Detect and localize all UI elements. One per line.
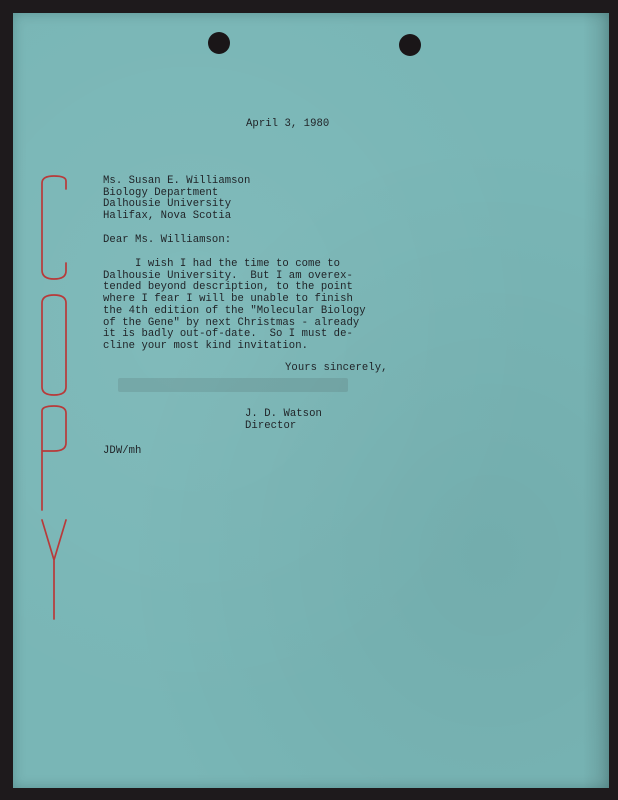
stamp-letter-y [42,520,66,619]
recipient-department: Biology Department [103,186,219,199]
punch-hole-left [208,32,230,54]
punch-hole-right [399,34,421,56]
typist-initials: JDW/mh [103,445,142,457]
copy-stamp [38,175,70,620]
stamp-letter-p [42,406,66,510]
paper-edge-shadow [583,13,609,788]
body-line: where I fear I will be unable to finish [103,293,353,306]
recipient-address [103,176,250,223]
body-line: it is badly out-of-date. So I must de- [103,328,353,341]
signer-name: J. D. Watson [245,408,322,420]
recipient-city: Halifax, Nova Scotia [103,210,232,223]
signature-block [245,409,322,432]
stamp-letter-c [42,176,66,279]
body-line: the 4th edition of the "Molecular Biology [103,304,366,317]
stamp-letter-o [42,295,66,395]
letter-body [103,259,366,353]
body-line: tended beyond description, to the point [103,281,353,294]
complimentary-close: Yours sincerely, [285,362,388,374]
letter-date: April 3, 1980 [246,118,330,130]
signer-title: Director [245,419,297,432]
body-line: I wish I had the time to come to [103,258,341,270]
salutation: Dear Ms. Williamson: [103,234,232,246]
body-line: of the Gene" by next Christmas - already [103,316,360,329]
body-line: cline your most kind invitation. [103,339,309,352]
letter-sheet [13,13,609,788]
body-line: Dalhousie University. But I am overex- [103,269,353,282]
recipient-institution: Dalhousie University [103,198,232,211]
recipient-name: Ms. Susan E. Williamson [103,175,251,187]
